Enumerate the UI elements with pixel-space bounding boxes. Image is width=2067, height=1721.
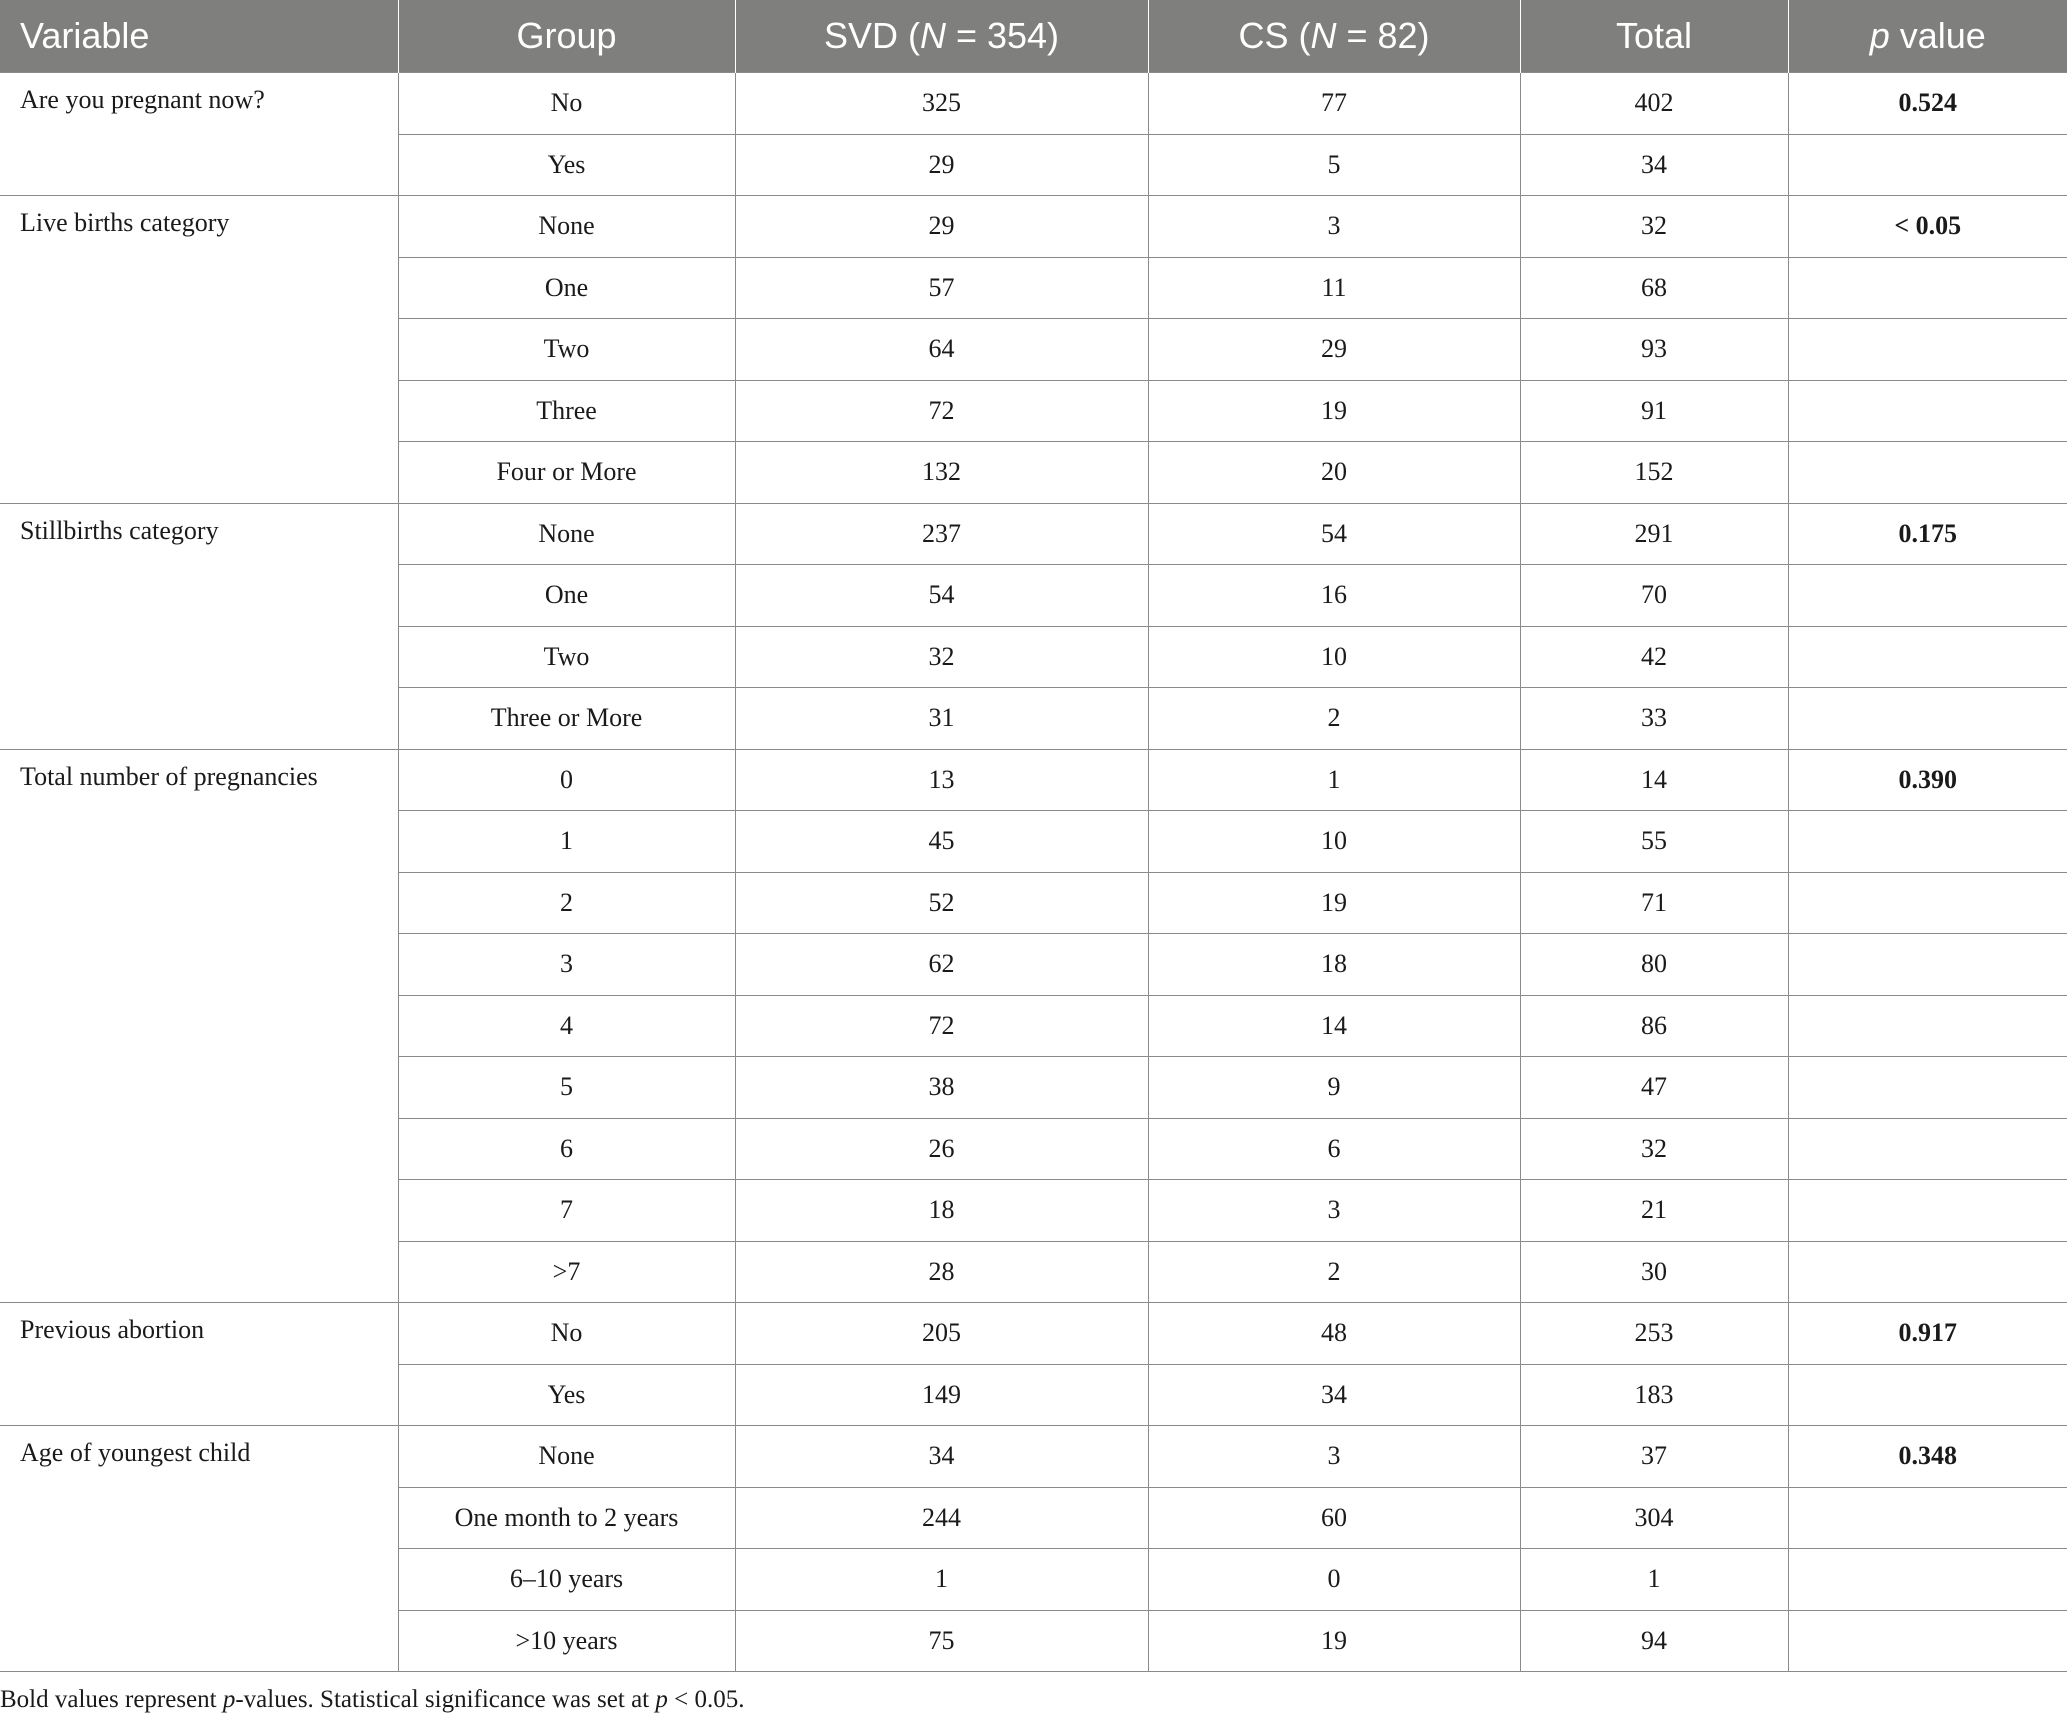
total-cell: 86	[1520, 995, 1788, 1057]
header-group: Group	[398, 0, 735, 73]
total-cell: 253	[1520, 1303, 1788, 1365]
footnote-italic2: p	[655, 1686, 668, 1713]
total-cell: 80	[1520, 934, 1788, 996]
header-total: Total	[1520, 0, 1788, 73]
p-value-cell: 0.524	[1788, 73, 2067, 135]
table-header	[0, 0, 2067, 73]
svd-cell: 149	[735, 1364, 1148, 1426]
p-value-cell: 0.175	[1788, 503, 2067, 565]
header-svd-prefix: SVD (	[823, 15, 920, 56]
svd-cell: 132	[735, 442, 1148, 504]
header-cs-suffix: = 82)	[1336, 15, 1430, 56]
cs-cell: 29	[1148, 319, 1520, 381]
group-cell: None	[398, 196, 735, 258]
total-cell: 1	[1520, 1549, 1788, 1611]
empty-p-cell	[1788, 1057, 2067, 1119]
svd-cell: 54	[735, 565, 1148, 627]
group-cell: >10 years	[398, 1610, 735, 1672]
total-cell: 183	[1520, 1364, 1788, 1426]
cs-cell: 6	[1148, 1118, 1520, 1180]
empty-p-cell	[1788, 319, 2067, 381]
cs-cell: 10	[1148, 811, 1520, 873]
svd-cell: 32	[735, 626, 1148, 688]
header-p-value	[1788, 0, 2067, 73]
footnote-part1: Bold values represent	[0, 1686, 223, 1713]
cs-cell: 10	[1148, 626, 1520, 688]
group-cell: No	[398, 1303, 735, 1365]
table-row	[0, 1426, 2067, 1488]
group-cell: Yes	[398, 1364, 735, 1426]
svd-cell: 13	[735, 749, 1148, 811]
empty-p-cell	[1788, 1610, 2067, 1672]
cs-cell: 3	[1148, 196, 1520, 258]
total-cell: 291	[1520, 503, 1788, 565]
variable-cell: Live births category	[0, 196, 398, 504]
total-cell: 30	[1520, 1241, 1788, 1303]
cs-cell: 19	[1148, 872, 1520, 934]
cs-cell: 16	[1148, 565, 1520, 627]
cs-cell: 3	[1148, 1426, 1520, 1488]
svd-cell: 72	[735, 995, 1148, 1057]
variable-cell: Stillbirths category	[0, 503, 398, 749]
svd-cell: 237	[735, 503, 1148, 565]
group-cell: No	[398, 73, 735, 135]
group-cell: One month to 2 years	[398, 1487, 735, 1549]
cs-cell: 3	[1148, 1180, 1520, 1242]
cs-cell: 1	[1148, 749, 1520, 811]
empty-p-cell	[1788, 134, 2067, 196]
group-cell: 6–10 years	[398, 1549, 735, 1611]
svd-cell: 29	[735, 196, 1148, 258]
group-cell: Three	[398, 380, 735, 442]
cs-cell: 20	[1148, 442, 1520, 504]
total-cell: 34	[1520, 134, 1788, 196]
empty-p-cell	[1788, 257, 2067, 319]
svd-cell: 57	[735, 257, 1148, 319]
group-cell: One	[398, 565, 735, 627]
cs-cell: 34	[1148, 1364, 1520, 1426]
header-svd	[735, 0, 1148, 73]
group-cell: None	[398, 1426, 735, 1488]
svd-cell: 52	[735, 872, 1148, 934]
group-cell: 7	[398, 1180, 735, 1242]
empty-p-cell	[1788, 1118, 2067, 1180]
empty-p-cell	[1788, 1549, 2067, 1611]
empty-p-cell	[1788, 442, 2067, 504]
table-body	[0, 73, 2067, 1672]
cs-cell: 77	[1148, 73, 1520, 135]
header-variable: Variable	[0, 0, 398, 73]
header-cs-prefix: CS (	[1238, 15, 1311, 56]
total-cell: 14	[1520, 749, 1788, 811]
svd-cell: 31	[735, 688, 1148, 750]
cs-cell: 11	[1148, 257, 1520, 319]
total-cell: 93	[1520, 319, 1788, 381]
svd-cell: 1	[735, 1549, 1148, 1611]
table-row	[0, 73, 2067, 135]
variable-cell: Age of youngest child	[0, 1426, 398, 1672]
table-row	[0, 749, 2067, 811]
variable-cell: Are you pregnant now?	[0, 73, 398, 196]
total-cell: 21	[1520, 1180, 1788, 1242]
variable-cell: Total number of pregnancies	[0, 749, 398, 1303]
group-cell: 0	[398, 749, 735, 811]
table-row	[0, 503, 2067, 565]
empty-p-cell	[1788, 565, 2067, 627]
cs-cell: 18	[1148, 934, 1520, 996]
table-row	[0, 1303, 2067, 1365]
group-cell: Three or More	[398, 688, 735, 750]
svd-cell: 205	[735, 1303, 1148, 1365]
svd-cell: 18	[735, 1180, 1148, 1242]
svd-cell: 62	[735, 934, 1148, 996]
variable-cell: Previous abortion	[0, 1303, 398, 1426]
total-cell: 71	[1520, 872, 1788, 934]
svd-cell: 75	[735, 1610, 1148, 1672]
group-cell: None	[398, 503, 735, 565]
empty-p-cell	[1788, 811, 2067, 873]
total-cell: 42	[1520, 626, 1788, 688]
svd-cell: 244	[735, 1487, 1148, 1549]
total-cell: 68	[1520, 257, 1788, 319]
group-cell: >7	[398, 1241, 735, 1303]
svd-cell: 34	[735, 1426, 1148, 1488]
total-cell: 33	[1520, 688, 1788, 750]
footnote-part3: < 0.05.	[667, 1686, 745, 1713]
empty-p-cell	[1788, 995, 2067, 1057]
total-cell: 94	[1520, 1610, 1788, 1672]
svd-cell: 38	[735, 1057, 1148, 1119]
empty-p-cell	[1788, 1241, 2067, 1303]
total-cell: 402	[1520, 73, 1788, 135]
svd-cell: 72	[735, 380, 1148, 442]
total-cell: 37	[1520, 1426, 1788, 1488]
total-cell: 304	[1520, 1487, 1788, 1549]
svd-cell: 64	[735, 319, 1148, 381]
group-cell: 2	[398, 872, 735, 934]
cs-cell: 9	[1148, 1057, 1520, 1119]
cs-cell: 48	[1148, 1303, 1520, 1365]
total-cell: 152	[1520, 442, 1788, 504]
group-cell: Two	[398, 626, 735, 688]
group-cell: 3	[398, 934, 735, 996]
empty-p-cell	[1788, 1180, 2067, 1242]
header-svd-suffix: = 354)	[945, 15, 1060, 56]
svd-cell: 28	[735, 1241, 1148, 1303]
cs-cell: 60	[1148, 1487, 1520, 1549]
svd-cell: 26	[735, 1118, 1148, 1180]
cs-cell: 19	[1148, 1610, 1520, 1672]
total-cell: 32	[1520, 196, 1788, 258]
group-cell: Two	[398, 319, 735, 381]
empty-p-cell	[1788, 380, 2067, 442]
cs-cell: 2	[1148, 688, 1520, 750]
group-cell: 5	[398, 1057, 735, 1119]
empty-p-cell	[1788, 1364, 2067, 1426]
empty-p-cell	[1788, 688, 2067, 750]
svd-cell: 29	[735, 134, 1148, 196]
header-cs	[1148, 0, 1520, 73]
cs-cell: 2	[1148, 1241, 1520, 1303]
header-row	[0, 0, 2067, 73]
p-value-cell: 0.390	[1788, 749, 2067, 811]
svd-cell: 325	[735, 73, 1148, 135]
empty-p-cell	[1788, 872, 2067, 934]
footnote-part2: -values. Statistical significance was set at	[235, 1686, 656, 1713]
header-p-suffix: value	[1889, 15, 1986, 56]
total-cell: 55	[1520, 811, 1788, 873]
header-svd-n: N	[919, 15, 946, 56]
group-cell: Four or More	[398, 442, 735, 504]
total-cell: 47	[1520, 1057, 1788, 1119]
group-cell: 4	[398, 995, 735, 1057]
empty-p-cell	[1788, 626, 2067, 688]
total-cell: 91	[1520, 380, 1788, 442]
cs-cell: 19	[1148, 380, 1520, 442]
p-value-cell: < 0.05	[1788, 196, 2067, 258]
total-cell: 32	[1520, 1118, 1788, 1180]
group-cell: Yes	[398, 134, 735, 196]
p-value-cell: 0.348	[1788, 1426, 2067, 1488]
cs-cell: 54	[1148, 503, 1520, 565]
table-row	[0, 196, 2067, 258]
group-cell: 1	[398, 811, 735, 873]
cs-cell: 14	[1148, 995, 1520, 1057]
p-value-cell: 0.917	[1788, 1303, 2067, 1365]
table-footnote	[0, 1686, 744, 1714]
cs-cell: 0	[1148, 1549, 1520, 1611]
group-cell: 6	[398, 1118, 735, 1180]
header-cs-n: N	[1310, 15, 1337, 56]
svd-cell: 45	[735, 811, 1148, 873]
empty-p-cell	[1788, 1487, 2067, 1549]
group-cell: One	[398, 257, 735, 319]
footnote-italic1: p	[222, 1686, 236, 1713]
cs-cell: 5	[1148, 134, 1520, 196]
header-p-italic: p	[1869, 15, 1890, 56]
total-cell: 70	[1520, 565, 1788, 627]
empty-p-cell	[1788, 934, 2067, 996]
